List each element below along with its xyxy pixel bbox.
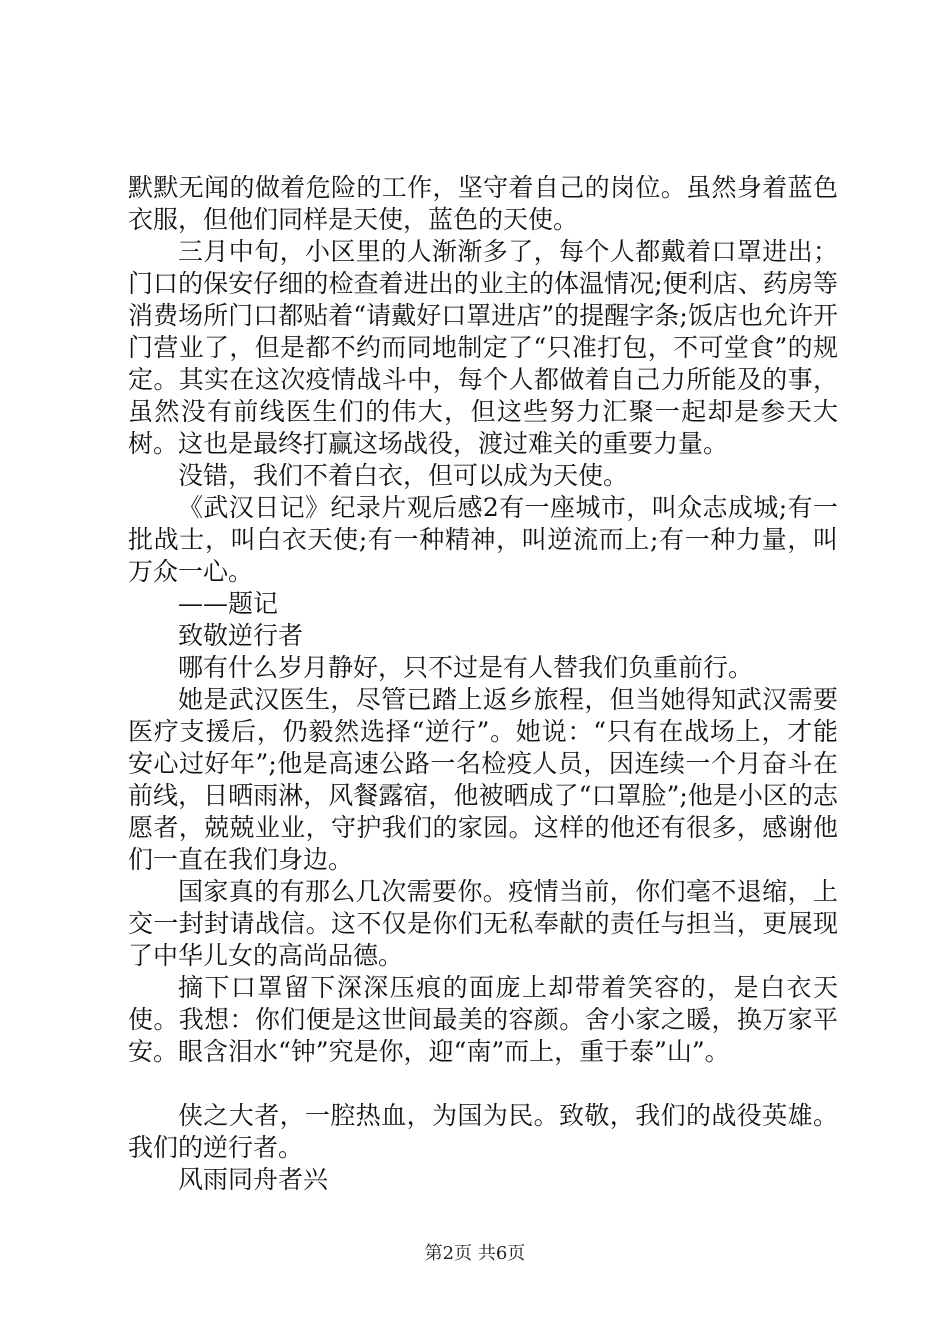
blank-line [128, 1068, 838, 1100]
document-body [128, 172, 838, 1196]
paragraph: 摘下口罩留下深深压痕的面庞上却带着笑容的，是白衣天使。我想：你们便是这世间最美的容颜。舍小家之暖，换万家平安。眼含泪水“钟”究是你，迎“南”而上，重于泰”山”。 [128, 973, 838, 1066]
paragraph: 国家真的有那么几次需要你。疫情当前，你们毫不退缩，上交一封封请战信。这不仅是你们无私奉献的责任与担当，更展现了中华儿女的高尚品德。 [128, 877, 838, 970]
paragraph-epigraph-attribution: ——题记 [178, 589, 279, 618]
paragraph: 默默无闻的做着危险的工作，坚守着自己的岗位。虽然身着蓝色衣服，但他们同样是天使，蓝色的天使。 [128, 173, 838, 234]
paragraph: 她是武汉医生，尽管已踏上返乡旅程，但当她得知武汉需要医疗支援后，仍毅然选择“逆行”。她说：“只有在战场上，才能安心过好年”;他是高速公路一名检疫人员，因连续一个月奋斗在前线，日晒雨淋，风餐露宿，他被晒成了“口罩脸”;他是小区的志愿者，兢兢业业，守护我们的家园。这样的他还有很多，感谢他们一直在我们身边。 [128, 685, 838, 874]
section-heading: 致敬逆行者 [178, 621, 304, 650]
paragraph: 侠之大者，一腔热血，为国为民。致敬，我们的战役英雄。我们的逆行者。 [128, 1101, 838, 1162]
paragraph: 《武汉日记》纪录片观后感2有一座城市，叫众志成城;有一批战士，叫白衣天使;有一种精神，叫逆流而上;有一种力量，叫万众一心。 [128, 493, 838, 586]
paragraph: 没错，我们不着白衣，但可以成为天使。 [178, 461, 629, 490]
paragraph: 三月中旬，小区里的人渐渐多了，每个人都戴着口罩进出；门口的保安仔细的检查着进出的业主的体温情况;便利店、药房等消费场所门口都贴着“请戴好口罩进店”的提醒字条;饭店也允许开门营业了，但是都不约而同地制定了“只准打包，不可堂食”的规定。其实在这次疫情战斗中，每个人都做着自己力所能及的事，虽然没有前线医生们的伟大，但这些努力汇聚一起却是参天大树。这也是最终打赢这场战役，渡过难关的重要力量。 [128, 237, 838, 458]
paragraph: 哪有什么岁月静好，只不过是有人替我们负重前行。 [178, 653, 754, 682]
paragraph: 风雨同舟者兴 [178, 1165, 329, 1194]
page-number-footer: 第2页 共6页 [424, 1243, 526, 1264]
